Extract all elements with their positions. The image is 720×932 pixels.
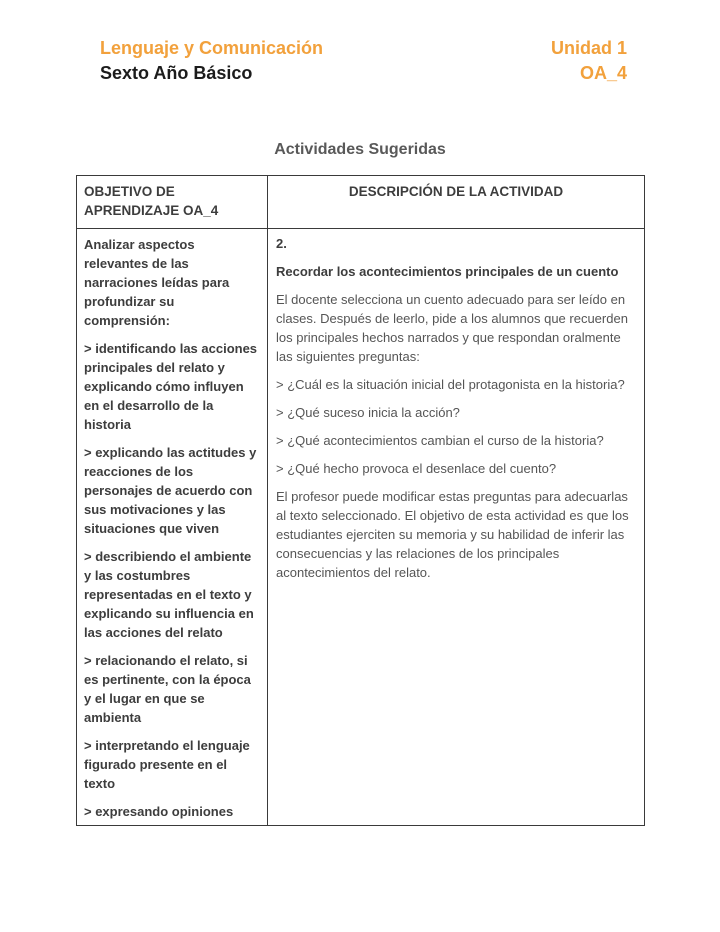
oa-label: OA_4 xyxy=(579,63,627,83)
objective-bullet: > explicando las actitudes y reacciones de los personajes de acuerdo con sus motivaciones y las situaciones que viven xyxy=(84,445,257,536)
description-column-header: DESCRIPCIÓN DE LA ACTIVIDAD xyxy=(268,176,645,229)
activity-closing-paragraph: El profesor puede modificar estas preguntas para adecuarlas al texto seleccionado. El objetivo de esta actividad es que los estudiantes ejerciten su memoria y su habilidad de inferir las consecuencias y las relaciones de los principales acontecimientos del relato. xyxy=(276,489,629,580)
table-header-row xyxy=(77,176,645,229)
header-right-block xyxy=(551,36,627,86)
activity-question-list xyxy=(276,375,630,478)
objective-bullet: > relacionando el relato, si es pertinente, con la época y el lugar en que se ambienta xyxy=(84,653,251,725)
course-title: Lenguaje y Comunicación xyxy=(100,38,324,58)
page-title: Actividades Sugeridas xyxy=(274,141,446,158)
objective-bullet-list xyxy=(84,339,260,821)
objective-column-header: OBJETIVO DE APRENDIZAJE OA_4 xyxy=(77,176,268,229)
table-row xyxy=(77,229,645,826)
objective-bullet: > interpretando el lenguaje figurado presente en el texto xyxy=(84,738,250,791)
header-left-block xyxy=(100,36,323,86)
activity-question: > ¿Cuál es la situación inicial del protagonista en la historia? xyxy=(276,377,625,392)
document-header xyxy=(100,36,627,86)
activity-cell xyxy=(268,229,645,826)
unit-label: Unidad 1 xyxy=(550,38,627,58)
grade-title: Sexto Año Básico xyxy=(100,63,253,83)
objective-bullet: > identificando las acciones principales del relato y explicando cómo influyen en el desarrollo de la historia xyxy=(84,341,258,432)
objective-cell xyxy=(77,229,268,826)
activity-intro-paragraph: El docente selecciona un cuento adecuado para ser leído en clases. Después de leerlo, pide a los alumnos que recuerden los principales hechos narrados y que respondan oralmente las siguientes preguntas: xyxy=(276,292,628,364)
activity-question: > ¿Qué acontecimientos cambian el curso de la historia? xyxy=(276,433,604,448)
activities-table xyxy=(76,175,645,826)
activity-question: > ¿Qué hecho provoca el desenlace del cuento? xyxy=(276,461,557,476)
activity-title: Recordar los acontecimientos principales de un cuento xyxy=(276,264,619,279)
activity-number: 2. xyxy=(276,236,287,251)
objective-intro: Analizar aspectos relevantes de las narraciones leídas para profundizar su comprensión: xyxy=(84,237,230,328)
activity-question: > ¿Qué suceso inicia la acción? xyxy=(276,405,460,420)
objective-bullet: > describiendo el ambiente y las costumbres representadas en el texto y explicando su influencia en las acciones del relato xyxy=(84,549,254,640)
objective-bullet: > expresando opiniones xyxy=(84,804,234,819)
